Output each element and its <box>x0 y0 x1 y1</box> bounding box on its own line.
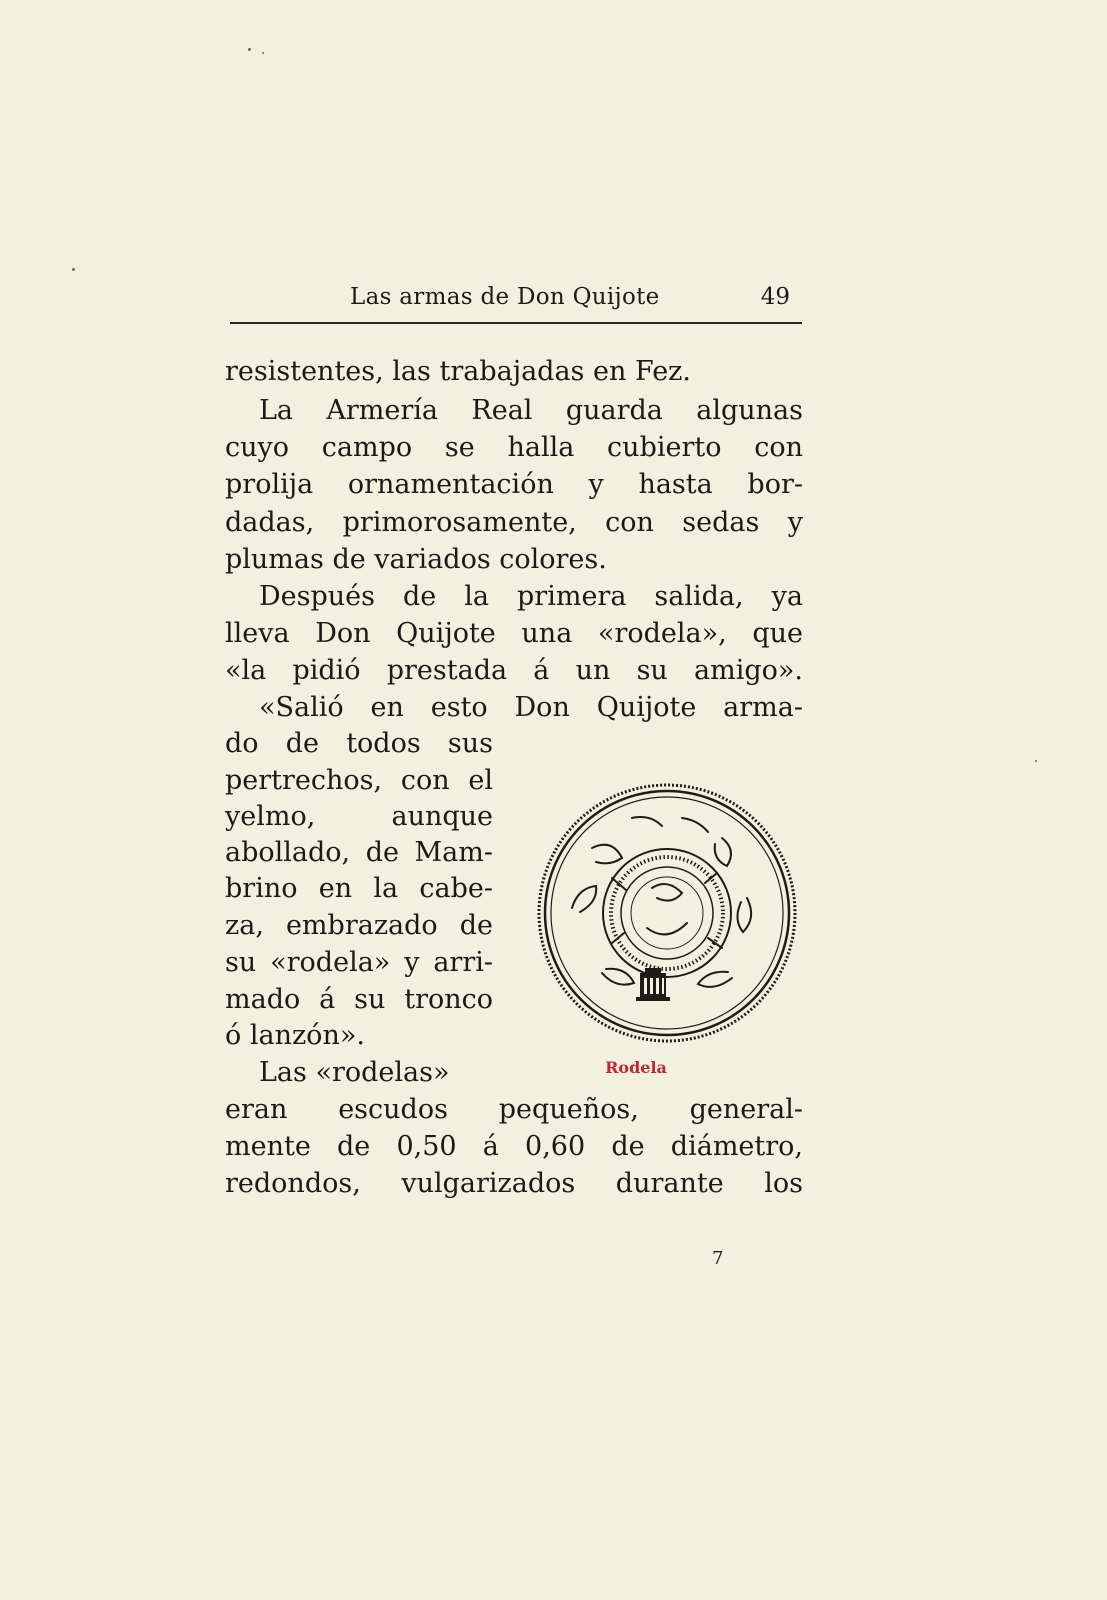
text-line: mado á su tronco <box>225 984 493 1015</box>
text-line: redondos, vulgarizados durante los <box>225 1168 803 1199</box>
text-line: abollado, de Mam- <box>225 837 493 868</box>
text-line: ó lanzón». <box>225 1020 365 1051</box>
text-line: resistentes, las trabajadas en Fez. <box>225 356 691 387</box>
text-line: brino en la cabe- <box>225 873 493 904</box>
text-line: eran escudos pequeños, general- <box>225 1094 803 1125</box>
text-line: La Armería Real guarda algunas <box>259 395 803 426</box>
text-line: su «rodela» y arri- <box>225 947 493 978</box>
text-line: dadas, primorosamente, con sedas y <box>225 507 803 538</box>
paper-speck <box>1035 760 1037 762</box>
running-head-title: Las armas de Don Quijote <box>350 284 660 310</box>
signature-mark: 7 <box>712 1248 724 1269</box>
text-line: plumas de variados colores. <box>225 544 607 575</box>
page-number: 49 <box>760 284 790 310</box>
figure-caption: Rodela <box>605 1058 667 1077</box>
text-line: Las «rodelas» <box>259 1057 450 1088</box>
paper-speck <box>248 48 251 51</box>
paper-speck <box>72 268 75 271</box>
header-rule <box>230 322 802 324</box>
text-line: «la pidió prestada á un su amigo». <box>225 655 803 686</box>
text-line: prolija ornamentación y hasta bor- <box>225 469 803 500</box>
text-line: lleva Don Quijote una «rodela», que <box>225 618 803 649</box>
text-line: «Salió en esto Don Quijote arma- <box>259 692 803 723</box>
text-line: cuyo campo se halla cubierto con <box>225 432 803 463</box>
running-head <box>230 282 802 318</box>
rodela-shield-illustration <box>532 778 802 1048</box>
text-line: yelmo, aunque <box>225 801 493 832</box>
text-line: do de todos sus <box>225 728 493 759</box>
paper-speck <box>262 52 264 54</box>
text-line: mente de 0,50 á 0,60 de diámetro, <box>225 1131 803 1162</box>
text-line: za, embrazado de <box>225 910 493 941</box>
text-line: pertrechos, con el <box>225 765 493 796</box>
text-line: Después de la primera salida, ya <box>259 581 803 612</box>
